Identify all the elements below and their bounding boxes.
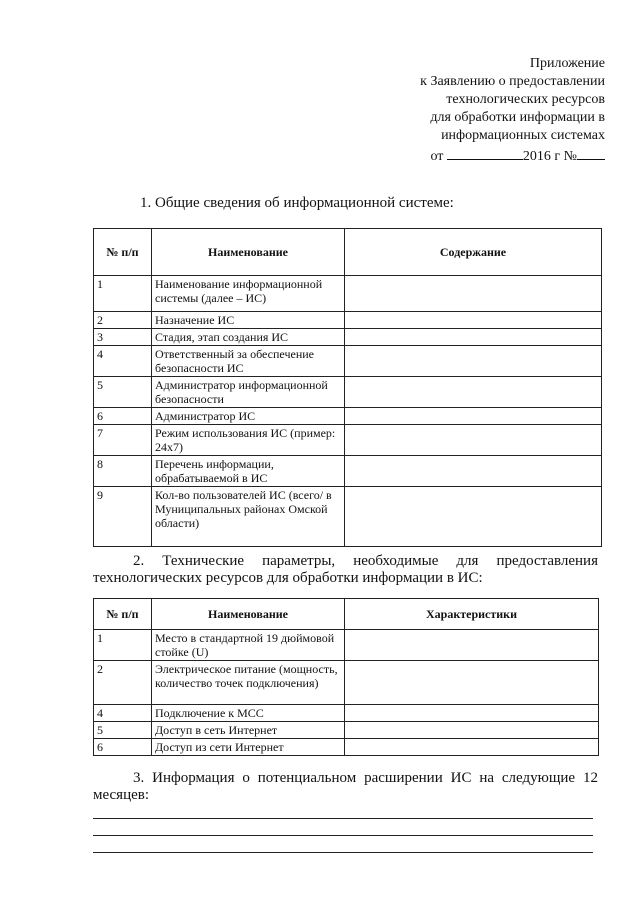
- table-row: [94, 312, 602, 329]
- appendix-line-2: к Заявлению о предоставлении: [420, 74, 605, 89]
- column-header-num: № п/п: [94, 599, 152, 630]
- row-content-cell[interactable]: [345, 329, 602, 346]
- row-name: Наименование информационной системы (далее – ИС): [152, 276, 345, 312]
- row-number: 4: [94, 346, 152, 377]
- column-header-num: № п/п: [94, 229, 152, 276]
- section-3-heading: [93, 770, 598, 804]
- appendix-date-line: [325, 145, 605, 166]
- table-row: [94, 487, 602, 547]
- section-2-heading: [93, 553, 598, 587]
- table-row: [94, 722, 599, 739]
- section-2-heading-line-2: технологических ресурсов для обработки информации в ИС:: [93, 570, 483, 586]
- section-3-heading-word: потенциальном: [257, 770, 357, 786]
- row-number: 3: [94, 329, 152, 346]
- table-header-row: [94, 229, 602, 276]
- general-info-table: [93, 228, 602, 547]
- number-blank[interactable]: [577, 145, 605, 160]
- date-year-label: 2016 г №: [522, 149, 577, 164]
- row-number: 9: [94, 487, 152, 547]
- date-prefix: от: [430, 149, 444, 164]
- row-number: 1: [94, 630, 152, 661]
- row-name: Электрическое питание (мощность, количество точек подключения): [152, 661, 345, 705]
- row-number: 4: [94, 705, 152, 722]
- row-name: Администратор информационной безопасности: [152, 377, 345, 408]
- section-2-heading-word: предоставления: [496, 553, 598, 569]
- section-3-heading-word: ИС: [450, 770, 472, 786]
- answer-line-3[interactable]: [93, 852, 593, 853]
- row-name: Кол-во пользователей ИС (всего/ в Муниципальных районах Омской области): [152, 487, 345, 547]
- section-2-heading-word: необходимые: [353, 553, 439, 569]
- row-number: 6: [94, 408, 152, 425]
- appendix-line-4: для обработки информации в: [430, 110, 605, 125]
- row-value-cell[interactable]: [345, 739, 599, 756]
- row-number: 2: [94, 661, 152, 705]
- section-3-heading-word: 12: [582, 770, 598, 786]
- row-content-cell[interactable]: [345, 377, 602, 408]
- row-value-cell[interactable]: [345, 661, 599, 705]
- row-content-cell[interactable]: [345, 276, 602, 312]
- row-content-cell[interactable]: [345, 487, 602, 547]
- row-number: 8: [94, 456, 152, 487]
- column-header-name: Наименование: [152, 229, 345, 276]
- section-3-heading-word: Информация: [152, 770, 235, 786]
- table-row: [94, 630, 599, 661]
- row-name: Ответственный за обеспечение безопасности ИС: [152, 346, 345, 377]
- section-1-heading: 1. Общие сведения об информационной системе:: [140, 195, 454, 211]
- table-row: [94, 276, 602, 312]
- row-number: 7: [94, 425, 152, 456]
- row-number: 5: [94, 377, 152, 408]
- section-3-heading-word: следующие: [501, 770, 576, 786]
- row-value-cell[interactable]: [345, 705, 599, 722]
- section-3-heading-word: 3.: [133, 770, 145, 786]
- table-row: [94, 739, 599, 756]
- appendix-line-5: информационных системах: [441, 128, 605, 143]
- row-content-cell[interactable]: [345, 346, 602, 377]
- row-name: Режим использования ИС (пример: 24x7): [152, 425, 345, 456]
- row-name: Перечень информации, обрабатываемой в ИС: [152, 456, 345, 487]
- row-content-cell[interactable]: [345, 312, 602, 329]
- table-row: [94, 329, 602, 346]
- row-value-cell[interactable]: [345, 722, 599, 739]
- row-name: Доступ в сеть Интернет: [152, 722, 345, 739]
- row-value-cell[interactable]: [345, 630, 599, 661]
- row-number: 5: [94, 722, 152, 739]
- column-header-name: Наименование: [152, 599, 345, 630]
- column-header-characteristics: Характеристики: [345, 599, 599, 630]
- row-number: 1: [94, 276, 152, 312]
- section-2-heading-word: параметры,: [262, 553, 336, 569]
- appendix-header: [325, 55, 605, 166]
- date-blank[interactable]: [447, 145, 523, 160]
- answer-line-2[interactable]: [93, 835, 593, 836]
- section-3-heading-word: на: [479, 770, 495, 786]
- row-name: Место в стандартной 19 дюймовой стойке (U): [152, 630, 345, 661]
- table-row: [94, 661, 599, 705]
- row-name: Назначение ИС: [152, 312, 345, 329]
- answer-line-1[interactable]: [93, 818, 593, 819]
- row-name: Администратор ИС: [152, 408, 345, 425]
- technical-params-table: [93, 598, 599, 756]
- section-2-heading-word: Технические: [162, 553, 245, 569]
- section-3-heading-line-2: месяцев:: [93, 787, 150, 803]
- section-2-heading-word: для: [456, 553, 479, 569]
- section-3-heading-word: о: [242, 770, 250, 786]
- appendix-title: Приложение: [529, 56, 605, 71]
- row-name: Стадия, этап создания ИС: [152, 329, 345, 346]
- section-2-heading-word: 2.: [133, 553, 145, 569]
- table-row: [94, 705, 599, 722]
- table-row: [94, 346, 602, 377]
- row-name: Подключение к МСС: [152, 705, 345, 722]
- row-content-cell[interactable]: [345, 456, 602, 487]
- table-row: [94, 425, 602, 456]
- column-header-content: Содержание: [345, 229, 602, 276]
- row-content-cell[interactable]: [345, 425, 602, 456]
- appendix-line-3: технологических ресурсов: [446, 92, 605, 107]
- table-row: [94, 377, 602, 408]
- row-number: 6: [94, 739, 152, 756]
- row-name: Доступ из сети Интернет: [152, 739, 345, 756]
- table-header-row: [94, 599, 599, 630]
- table-row: [94, 456, 602, 487]
- row-content-cell[interactable]: [345, 408, 602, 425]
- section-3-heading-word: расширении: [364, 770, 443, 786]
- table-row: [94, 408, 602, 425]
- row-number: 2: [94, 312, 152, 329]
